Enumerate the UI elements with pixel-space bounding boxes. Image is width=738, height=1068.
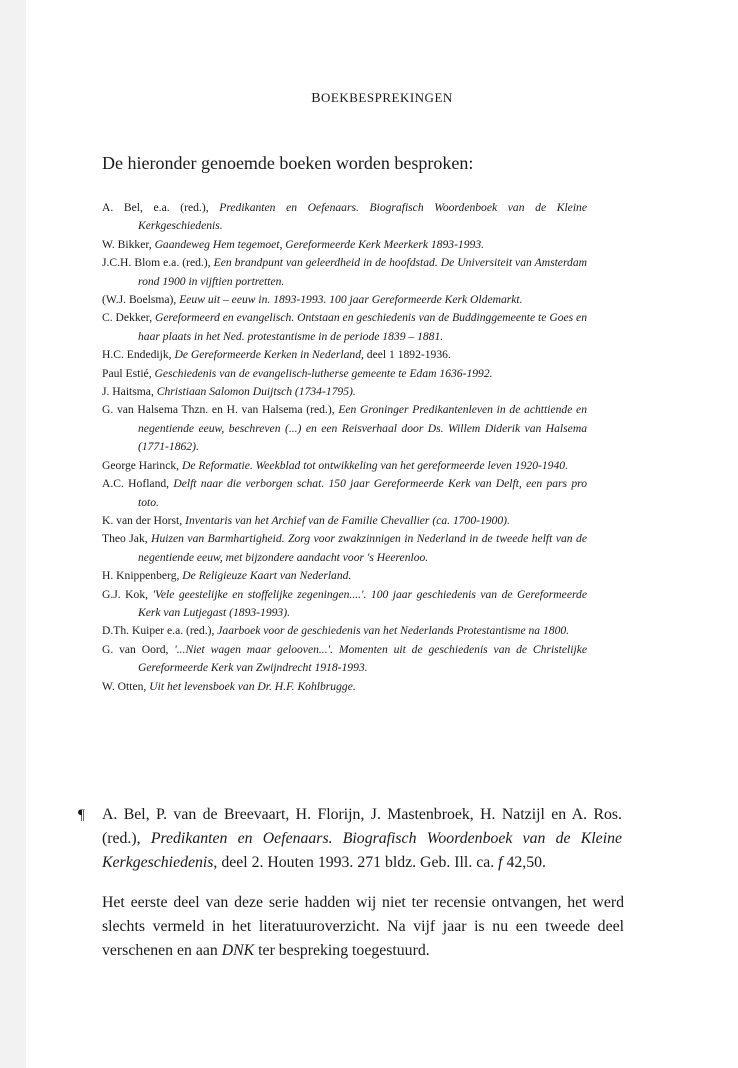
book-title: Uit het levensboek van Dr. H.F. Kohlbrugge. <box>149 679 356 693</box>
book-author: Paul Estié, <box>102 366 155 380</box>
review-details: , deel 2. Houten 1993. 271 bldz. Geb. Ill. ca. <box>213 854 499 871</box>
book-entry <box>102 567 587 585</box>
currency-symbol: f <box>498 854 503 871</box>
book-entry <box>102 346 587 364</box>
book-title: 'Vele geestelijke en stoffelijke zegeningen....'. 100 jaar geschiedenis van de Gereformeerde Kerk van Lutjegast (1893-1993). <box>138 587 587 619</box>
review-body-paragraph <box>102 891 624 963</box>
book-author: H.C. Endedijk, <box>102 348 175 362</box>
book-entry <box>102 678 587 696</box>
book-author: K. van der Horst, <box>102 513 186 527</box>
book-title: Gereformeerd en evangelisch. Ontstaan en geschiedenis van de Buddinggemeente te Goes en haar plaats in het Ned. protestantisme in de periode 1839 – 1881. <box>138 311 587 343</box>
book-author: G. van Oord, <box>102 642 175 656</box>
book-title: Delft naar die verborgen schat. 150 jaar Gereformeerde Kerk van Delft, een pars pro toto. <box>138 477 588 509</box>
book-entry <box>102 512 587 530</box>
book-author: Theo Jak, <box>102 532 152 546</box>
book-entry <box>102 383 587 401</box>
review-price: 42,50. <box>502 854 546 871</box>
book-author: J.C.H. Blom e.a. (red.), <box>102 256 214 270</box>
book-entry <box>102 530 587 567</box>
book-title: Inventaris van het Archief van de Familie Chevallier (ca. 1700-1900). <box>185 513 510 527</box>
book-title: Een brandpunt van geleerdheid in de hoofdstad. De Universiteit van Amsterdam rond 1900 in vijftien portretten. <box>138 256 587 288</box>
book-title: De Gereformeerde Kerken in Nederland, <box>174 348 364 362</box>
book-title: Christiaan Salomon Duijtsch (1734-1795). <box>156 385 356 399</box>
book-title: De Reformatie. Weekblad tot ontwikkeling van het gereformeerde leven 1920-1940. <box>181 458 568 472</box>
book-entry <box>102 586 587 623</box>
book-title: Een Groninger Predikantenleven in de achttiende en negentiende eeuw, beschreven (...) en een Reisverhaal door Ds. Willem Diderik van Halsema (1771-1862). <box>138 403 587 454</box>
book-title: De Religieuze Kaart van Nederland. <box>182 569 352 583</box>
review-citation <box>78 803 622 875</box>
book-title: Eeuw uit – eeuw in. 1893-1993. 100 jaar Gereformeerde Kerk Oldemarkt. <box>179 293 523 307</box>
book-author: (W.J. Boelsma), <box>102 293 180 307</box>
book-title: Predikanten en Oefenaars. Biografisch Woordenboek van de Kleine Kerkgeschiedenis. <box>138 201 587 233</box>
body-text-part1: Het eerste deel van deze serie hadden wij niet ter recensie ontvangen, het werd slechts vermeld in het literatuuroverzicht. Na vijf jaar is nu een tweede deel verschenen en aan <box>102 894 624 959</box>
book-entry <box>102 236 587 254</box>
review-title: Predikanten en Oefenaars. Biografisch Woordenboek van de Kleine Kerkgeschiedenis <box>102 830 622 871</box>
book-author: H. Knippenberg, <box>102 569 183 583</box>
book-entry <box>102 309 587 346</box>
book-author: G. van Halsema Thzn. en H. van Halsema (red.), <box>102 403 339 417</box>
book-author: W. Bikker, <box>102 237 155 251</box>
book-title: Geschiedenis van de evangelisch-lutherse gemeente te Edam 1636-1992. <box>154 366 493 380</box>
heading-rest: OEKBESPREKINGEN <box>321 90 453 105</box>
book-entry <box>102 622 587 640</box>
book-author: W. Otten, <box>102 679 150 693</box>
review-authors: A. Bel, P. van de Breevaart, H. Florijn, J. Mastenbroek, H. Natzijl en A. Ros. (red.), <box>102 806 622 847</box>
book-title: '...Niet wagen maar gelooven...'. Momenten uit de geschiedenis van de Christelijke Gereformeerde Kerk van Zwijndrecht 1918-1993. <box>138 642 588 675</box>
pilcrow-mark: ¶ <box>78 807 85 823</box>
book-title: Gaandeweg Hem tegemoet, Gereformeerde Kerk Meerkerk 1893-1993. <box>154 237 485 251</box>
book-author: A. Bel, e.a. (red.), <box>102 201 220 214</box>
book-entry <box>102 291 587 309</box>
book-detail: deel 1 1892-1936. <box>363 348 451 362</box>
book-entry <box>102 457 587 475</box>
book-entry <box>102 475 587 512</box>
book-author: A.C. Hofland, <box>102 477 174 491</box>
book-author: G.J. Kok, <box>102 587 153 601</box>
document-page <box>26 0 738 1068</box>
journal-name: DNK <box>221 942 255 959</box>
book-author: C. Dekker, <box>102 311 156 325</box>
book-title: Jaarboek voor de geschiedenis van het Nederlands Protestantisme na 1800. <box>217 624 570 638</box>
book-author: D.Th. Kuiper e.a. (red.), <box>102 624 218 638</box>
book-entry <box>102 365 587 383</box>
book-list <box>102 199 587 696</box>
book-author: George Harinck, <box>102 458 182 472</box>
body-text-part2: ter bespreking toegestuurd. <box>254 942 430 959</box>
book-title: Huizen van Barmhartigheid. Zorg voor zwakzinnigen in Nederland in de tweede helft van de negentiende eeuw, met bijzondere aandacht voor 's Heerenloo. <box>138 532 587 564</box>
section-heading <box>26 90 738 107</box>
heading-initial: B <box>311 91 322 106</box>
book-entry <box>102 641 587 678</box>
book-author: J. Haitsma, <box>102 385 157 399</box>
book-entry <box>102 254 587 291</box>
book-entry <box>102 199 587 236</box>
intro-line: De hieronder genoemde boeken worden besproken: <box>102 153 474 173</box>
book-entry <box>102 401 587 456</box>
